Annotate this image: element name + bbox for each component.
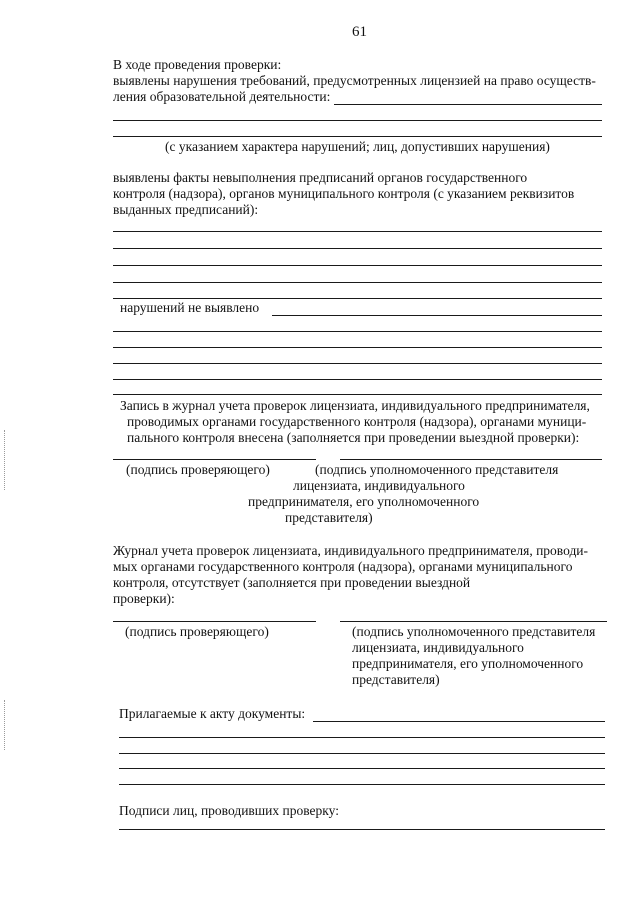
scan-edge-mark bbox=[4, 700, 6, 750]
orders-fill-line[interactable] bbox=[113, 265, 602, 266]
no-violations-label: нарушений не выявлено bbox=[120, 300, 260, 315]
representative-signature-caption: предпринимателя, его уполномоченного bbox=[248, 494, 480, 509]
violations-text-line-1: выявлены нарушения требований, предусмотренных лицензией на право осуществ- bbox=[113, 73, 596, 88]
attached-documents-label: Прилагаемые к акту документы: bbox=[119, 706, 306, 721]
representative-signature-caption: лицензиата, индивидуального bbox=[293, 478, 465, 493]
attached-documents-fill-line[interactable] bbox=[119, 753, 605, 754]
no-violations-fill-line[interactable] bbox=[113, 363, 602, 364]
orders-fill-line[interactable] bbox=[113, 298, 602, 299]
violations-fill-line[interactable] bbox=[113, 120, 602, 121]
journal-absent-line-1: Журнал учета проверок лицензиата, индивидуального предпринимателя, проводи- bbox=[113, 543, 589, 558]
inspector-signature-caption: (подпись проверяющего) bbox=[126, 462, 270, 477]
journal-record-line-2: проводимых органами государственного контроля (надзора), органами муници- bbox=[127, 414, 587, 429]
violations-fill-line[interactable] bbox=[113, 136, 602, 137]
scan-edge-mark bbox=[4, 430, 6, 490]
representative-signature-caption: (подпись уполномоченного представителя bbox=[315, 462, 559, 477]
inspector-signature-caption: (подпись проверяющего) bbox=[125, 624, 269, 639]
representative-signature-line[interactable] bbox=[340, 621, 607, 622]
no-violations-fill-line[interactable] bbox=[113, 331, 602, 332]
inspector-signature-line[interactable] bbox=[113, 621, 316, 622]
inspection-heading: В ходе проведения проверки: bbox=[113, 57, 282, 72]
journal-absent-line-4: проверки): bbox=[113, 591, 175, 606]
no-violations-fill-line[interactable] bbox=[113, 394, 602, 395]
attached-documents-fill-line[interactable] bbox=[119, 784, 605, 785]
journal-record-line-1: Запись в журнал учета проверок лицензиата, индивидуального предпринимателя, bbox=[120, 398, 590, 413]
attached-documents-fill-line[interactable] bbox=[119, 768, 605, 769]
violations-caption: (с указанием характера нарушений; лиц, допустивших нарушения) bbox=[165, 139, 550, 154]
journal-absent-line-2: мых органами государственного контроля (надзора), органами муниципального bbox=[113, 559, 573, 574]
orders-text-line-2: контроля (надзора), органов муниципального контроля (с указанием реквизитов bbox=[113, 186, 575, 201]
representative-signature-line[interactable] bbox=[340, 459, 602, 460]
journal-absent-line-3: контроля, отсутствует (заполняется при проведении выездной bbox=[113, 575, 471, 590]
representative-signature-caption: предпринимателя, его уполномоченного bbox=[352, 656, 584, 671]
representative-signature-caption: представителя) bbox=[352, 672, 440, 687]
attached-documents-fill-line[interactable] bbox=[119, 737, 605, 738]
orders-fill-line[interactable] bbox=[113, 248, 602, 249]
orders-text-line-1: выявлены факты невыполнения предписаний органов государственного bbox=[113, 170, 528, 185]
violations-fill-line[interactable] bbox=[334, 104, 602, 105]
no-violations-fill-line[interactable] bbox=[272, 315, 602, 316]
journal-record-line-3: пального контроля внесена (заполняется при проведении выездной проверки): bbox=[127, 430, 580, 445]
representative-signature-caption: представителя) bbox=[285, 510, 373, 525]
attached-documents-fill-line[interactable] bbox=[313, 721, 605, 722]
no-violations-fill-line[interactable] bbox=[113, 347, 602, 348]
violations-text-line-2: ления образовательной деятельности: bbox=[113, 89, 331, 104]
representative-signature-caption: лицензиата, индивидуального bbox=[352, 640, 524, 655]
representative-signature-caption: (подпись уполномоченного представителя bbox=[352, 624, 596, 639]
no-violations-fill-line[interactable] bbox=[113, 379, 602, 380]
inspectors-signatures-label: Подписи лиц, проводивших проверку: bbox=[119, 803, 339, 818]
orders-text-line-3: выданных предписаний): bbox=[113, 202, 259, 217]
page-number: 61 bbox=[352, 24, 367, 40]
inspectors-signatures-fill-line[interactable] bbox=[119, 829, 605, 830]
inspector-signature-line[interactable] bbox=[113, 459, 316, 460]
orders-fill-line[interactable] bbox=[113, 282, 602, 283]
orders-fill-line[interactable] bbox=[113, 231, 602, 232]
